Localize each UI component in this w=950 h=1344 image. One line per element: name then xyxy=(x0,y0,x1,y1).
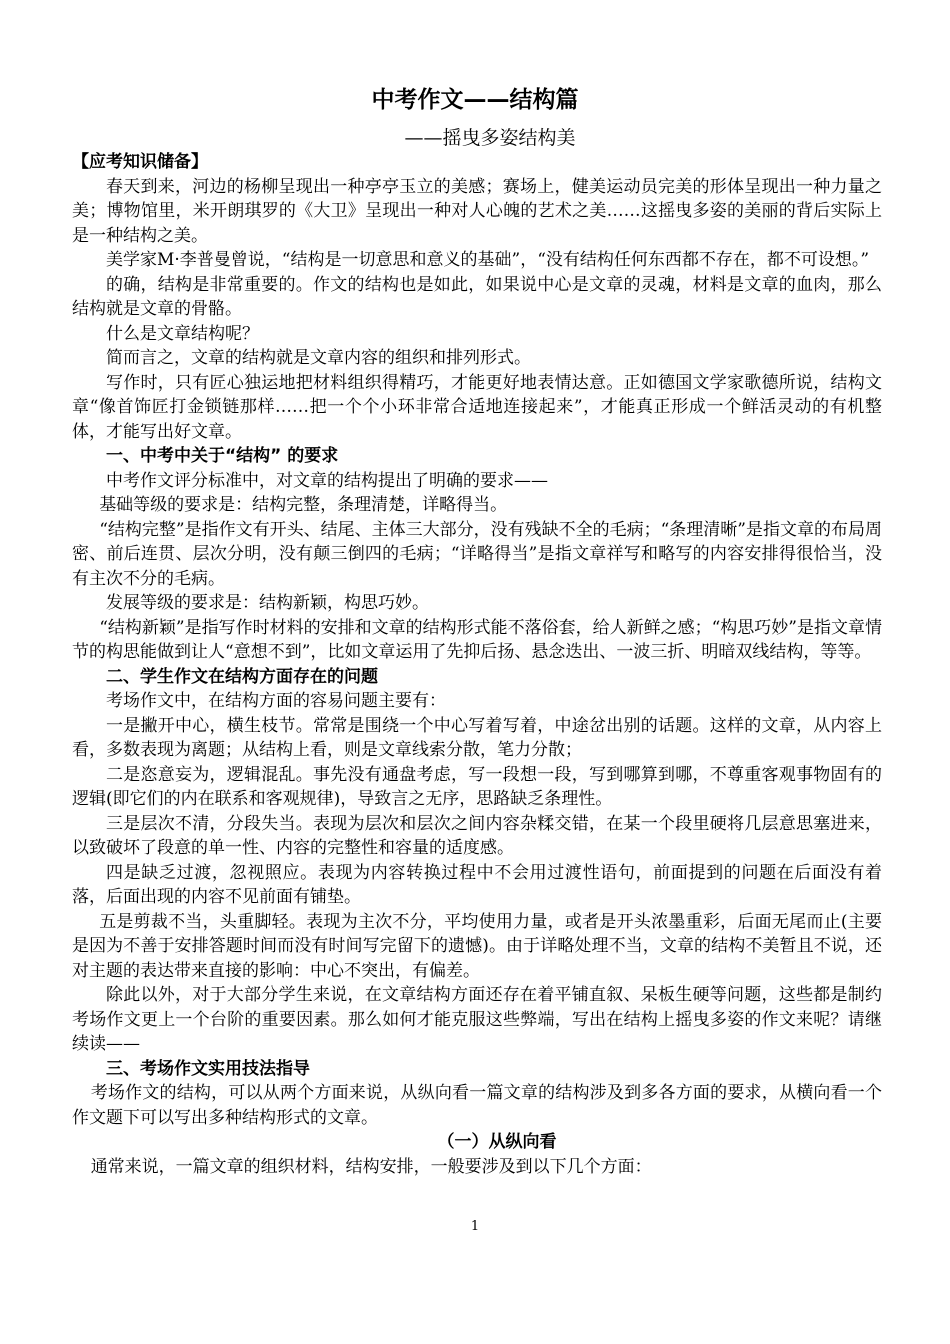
paragraph: 二是恣意妄为，逻辑混乱。事先没有通盘考虑，写一段想一段，写到哪算到哪，不尊重客观事物固有的逻辑(即它们的内在联系和客观规律)，导致言之无序，思路缺乏条理性。 xyxy=(72,764,882,809)
paragraph: 三是层次不清，分段失当。表现为层次和层次之间内容杂糅交错，在某一个段里硬将几层意思塞进来，以致破坏了段意的单一性、内容的完整性和容量的适度感。 xyxy=(72,813,882,858)
document-subtitle: ——摇曳多姿结构美 xyxy=(404,127,576,149)
section-heading-3: 三、考场作文实用技法指导 xyxy=(106,1058,310,1079)
paragraph: 的确，结构是非常重要的。作文的结构也是如此，如果说中心是文章的灵魂，材料是文章的血肉，那么结构就是文章的骨骼。 xyxy=(72,274,882,319)
paragraph: “结构完整”是指作文有开头、结尾、主体三大部分，没有残缺不全的毛病；“条理清晰”是指文章的布局周密、前后连贯、层次分明，没有颠三倒四的毛病；“详略得当”是指文章祥写和略写的内容安排得很恰当，没有主次不分的毛病。 xyxy=(72,519,882,589)
paragraph: 中考作文评分标准中，对文章的结构提出了明确的要求—— xyxy=(106,470,548,491)
paragraph: “结构新颖”是指写作时材料的安排和文章的结构形式能不落俗套，给人新鲜之感；“构思巧妙”是指文章情节的构思能做到让人“意想不到”，比如文章运用了先抑后扬、悬念迭出、一波三折、明暗双线结构，等等。 xyxy=(72,617,882,662)
paragraph: 写作时，只有匠心独运地把材料组织得精巧，才能更好地表情达意。正如德国文学家歌德所说，结构文章“像首饰匠打金锁链那样……把一个个小环非常合适地连接起来”，才能真正形成一个鲜活灵动的有机整体，才能写出好文章。 xyxy=(72,372,882,442)
section-heading-2: 二、学生作文在结构方面存在的问题 xyxy=(106,666,378,687)
paragraph: 四是缺乏过渡，忽视照应。表现为内容转换过程中不会用过渡性语句，前面提到的问题在后面没有着落，后面出现的内容不见前面有铺垫。 xyxy=(72,862,882,907)
document-body xyxy=(72,150,882,1179)
paragraph: 五是剪裁不当，头重脚轻。表现为主次不分，平均使用力量，或者是开头浓墨重彩，后面无尾而止(主要是因为不善于安排答题时间而没有时间写完留下的遗憾)。由于详略处理不当，文章的结构不美暂且不说，还对主题的表达带来直接的影响：中心不突出，有偏差。 xyxy=(72,911,882,981)
document-title: 中考作文——结构篇 xyxy=(371,87,579,113)
paragraph: 简而言之，文章的结构就是文章内容的组织和排列形式。 xyxy=(106,348,531,368)
paragraph: 通常来说，一篇文章的组织材料，结构安排，一般要涉及到以下几个方面： xyxy=(90,1156,652,1177)
knowledge-heading: 【应考知识储备】 xyxy=(72,152,208,172)
paragraph: 考场作文中，在结构方面的容易问题主要有： xyxy=(106,691,446,711)
paragraph: 考场作文的结构，可以从两个方面来说，从纵向看一篇文章的结构涉及到多各方面的要求，从横向看一个作文题下可以写出多种结构形式的文章。 xyxy=(72,1083,882,1128)
section-heading-1: 一、中考中关于“结构” 的要求 xyxy=(106,446,339,466)
paragraph: 除此以外，对于大部分学生来说，在文章结构方面还存在着平铺直叙、呆板生硬等问题，这些都是制约考场作文更上一个台阶的重要因素。那么如何才能克服这些弊端，写出在结构上摇曳多姿的作文来呢？请继续读—— xyxy=(72,985,882,1054)
subsection-heading: （一）从纵向看 xyxy=(437,1132,557,1152)
paragraph: 基础等级的要求是：结构完整，条理清楚，详略得当。 xyxy=(99,495,508,515)
paragraph: 美学家M·李普曼曾说，“结构是一切意思和意义的基础”，“没有结构任何东西都不存在，都不可设想。” xyxy=(106,250,870,270)
page-number: 1 xyxy=(470,1219,480,1234)
paragraph: 什么是文章结构呢？ xyxy=(106,323,259,344)
paragraph: 一是撇开中心，横生枝节。常常是围绕一个中心写着写着，中途岔出别的话题。这样的文章，从内容上看，多数表现为离题；从结构上看，则是文章线索分散，笔力分散； xyxy=(72,715,882,760)
paragraph: 春天到来，河边的杨柳呈现出一种亭亭玉立的美感；赛场上，健美运动员完美的形体呈现出一种力量之美；博物馆里，米开朗琪罗的《大卫》呈现出一种对人心魄的艺术之美……这摇曳多姿的美丽的背后实际上是一种结构之美。 xyxy=(72,176,882,246)
paragraph: 发展等级的要求是：结构新颖，构思巧妙。 xyxy=(106,593,429,613)
